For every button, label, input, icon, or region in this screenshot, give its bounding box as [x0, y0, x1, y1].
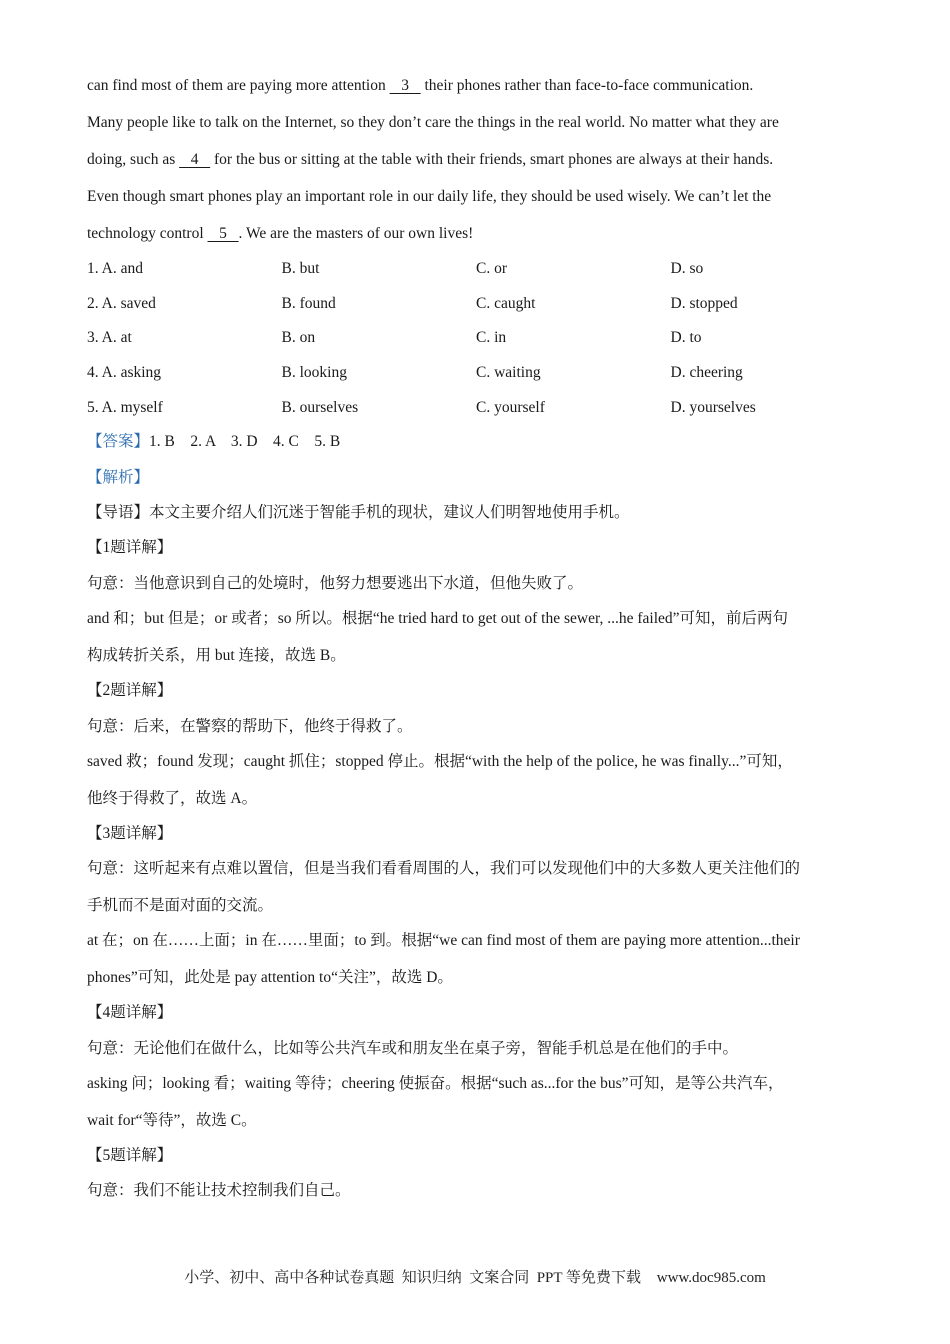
option-b: B. looking: [281, 364, 347, 382]
sentence-meaning: 手机而不是面对面的交流。: [87, 896, 274, 914]
explanation-line: phones”可知，此处是 pay attention to“关注”，故选 D。: [87, 968, 453, 986]
footer-website-link[interactable]: www.doc985.com: [656, 1270, 766, 1286]
option-d: D. yourselves: [670, 398, 756, 416]
answer-text: 1. B 2. A 3. D 4. C 5. B: [149, 433, 341, 450]
blank-5: [208, 225, 239, 242]
option-row-3: [87, 321, 877, 356]
option-row-1: [87, 252, 877, 287]
page-footer: [0, 1266, 950, 1287]
option-d: D. stopped: [670, 294, 738, 312]
option-c: C. waiting: [476, 364, 541, 382]
option-c: C. yourself: [476, 398, 545, 416]
option-b: B. ourselves: [281, 398, 359, 416]
analysis-heading: [87, 461, 149, 495]
option-c: C. in: [476, 329, 507, 347]
passage-text: technology control: [87, 225, 208, 242]
question-heading: 【4题详解】: [87, 1004, 173, 1022]
explanation-line: wait for“等待”，故选 C。: [87, 1111, 257, 1129]
option-row-5: [87, 390, 877, 425]
question-heading: 【1题详解】: [87, 539, 173, 557]
option-row-2: [87, 287, 877, 322]
option-b: B. but: [281, 260, 320, 278]
passage-line-1: [87, 67, 779, 104]
explanation-line: 他终于得救了，故选 A。: [87, 789, 258, 807]
sentence-meaning: 句意：这听起来有点难以置信，但是当我们看看周围的人，我们可以发现他们中的大多数人更关注他们的: [87, 860, 801, 878]
option-d: D. so: [670, 260, 704, 278]
explanation-line: asking 问；looking 看；waiting 等待；cheering 使振奋。根据“such as...for the bus”可知，是等公共汽车，: [87, 1075, 784, 1093]
sentence-meaning: 句意：当他意识到自己的处境时，他努力想要逃出下水道，但他失败了。: [87, 574, 584, 592]
option-b: B. found: [281, 294, 336, 312]
passage-line-3: [87, 141, 779, 178]
option-a: 2. A. saved: [87, 294, 156, 312]
blank-3: [390, 77, 421, 94]
option-c: C. caught: [476, 294, 536, 312]
explanation-line: saved 救；found 发现；caught 抓住；stopped 停止。根据“with the help of the police, he was finally...”可知，: [87, 752, 793, 770]
blank-number: 3: [389, 77, 421, 94]
passage-line-5: [87, 215, 779, 252]
blank-4: [179, 151, 210, 168]
option-row-4: [87, 356, 877, 391]
answer-key: [87, 425, 340, 459]
question-heading: 【3题详解】: [87, 824, 173, 842]
explanation-line: at 在；on 在……上面；in 在……里面；to 到。根据“we can find most of them are paying more attention...their: [87, 932, 800, 950]
passage-text: for the bus or sitting at the table with their friends, smart phones are always at their hands.: [210, 151, 774, 168]
passage-text: . We are the masters of our own lives!: [238, 225, 474, 242]
option-b: B. on: [281, 329, 316, 347]
answer-tag: 【答案】: [87, 433, 150, 450]
explanation-line: 构成转折关系，用 but 连接，故选 B。: [87, 646, 346, 664]
explanation-line: and 和；but 但是；or 或者；so 所以。根据“he tried hard to get out of the sewer, ...he failed”可知，前后两句: [87, 610, 789, 628]
sentence-meaning: 句意：无论他们在做什么，比如等公共汽车或和朋友坐在桌子旁，智能手机总是在他们的手中。: [87, 1039, 739, 1057]
footer-tagline: 小学、初中、高中各种试卷真题 知识归纳 文案合同 PPT 等免费下载: [184, 1270, 642, 1286]
option-a: 1. A. and: [87, 260, 143, 278]
option-d: D. to: [670, 329, 702, 347]
answer-options: [87, 252, 877, 425]
option-c: C. or: [476, 260, 507, 278]
passage-text: doing, such as: [87, 151, 180, 168]
passage-text: their phones rather than face-to-face communication.: [420, 77, 754, 94]
reading-passage: [87, 67, 779, 252]
blank-number: 4: [179, 151, 211, 168]
sentence-meaning: 句意：后来，在警察的帮助下，他终于得救了。: [87, 717, 413, 735]
blank-number: 5: [207, 225, 239, 242]
option-d: D. cheering: [670, 364, 743, 382]
analysis-tag: 【解析】: [87, 469, 150, 486]
passage-line-4: Even though smart phones play an important role in our daily life, they should be used wisely. We can’t let the: [87, 188, 772, 205]
passage-text: can find most of them are paying more attention: [87, 77, 390, 94]
option-a: 5. A. myself: [87, 398, 163, 416]
explanation-block: [87, 495, 877, 1209]
lead-in: 【导语】本文主要介绍人们沉迷于智能手机的现状，建议人们明智地使用手机。: [87, 504, 630, 521]
question-heading: 【2题详解】: [87, 682, 173, 700]
option-a: 4. A. asking: [87, 364, 162, 382]
question-heading: 【5题详解】: [87, 1147, 173, 1165]
option-a: 3. A. at: [87, 329, 132, 347]
sentence-meaning: 句意：我们不能让技术控制我们自己。: [87, 1182, 351, 1200]
passage-line-2: Many people like to talk on the Internet, so they don’t care the things in the real world. No matter what they are: [87, 114, 779, 131]
